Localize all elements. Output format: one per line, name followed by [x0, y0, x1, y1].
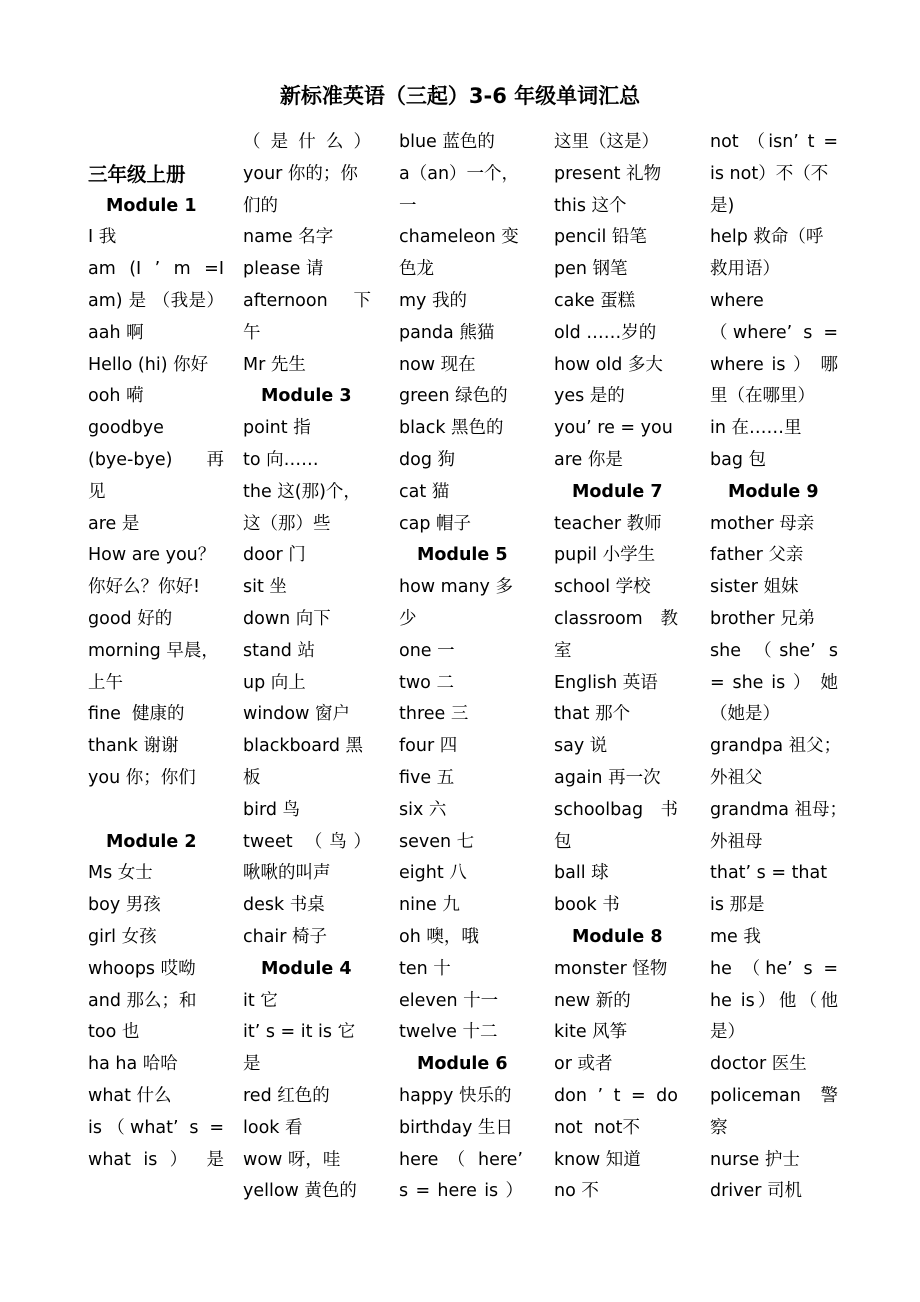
vocab-line: six 六 [399, 799, 447, 820]
vocab-line: （ 是 什 么 ） [243, 132, 371, 152]
vocab-line: panda 熊猫 [399, 322, 495, 343]
vocab-line: blackboard 黑 [243, 736, 364, 757]
vocab-line: schoolbag 书 [554, 799, 678, 820]
module-heading: Module 6 [417, 1054, 508, 1075]
vocab-line: chair 椅子 [243, 926, 328, 947]
vocab-line: you 你；你们 [88, 767, 196, 788]
word-column-2 [243, 127, 371, 1208]
vocab-line: too 也 [88, 1022, 140, 1043]
vocab-line: monster 怪物 [554, 958, 668, 979]
vocab-line: sister 姐妹 [710, 577, 799, 598]
vocab-line: five 五 [399, 767, 455, 788]
vocab-line: Ms 女士 [88, 863, 153, 884]
vocab-line: your 你的；你 [243, 163, 358, 184]
vocab-line: teacher 教师 [554, 513, 662, 534]
vocab-line: one 一 [399, 640, 455, 661]
module-heading: Module 7 [572, 481, 663, 502]
vocab-line: is（what’ s = [88, 1117, 224, 1138]
vocab-line: that’ s = that [710, 863, 828, 884]
vocab-line: 外祖母 [710, 831, 763, 852]
module-heading: Module 8 [572, 926, 663, 947]
vocab-line: happy 快乐的 [399, 1085, 512, 1106]
vocab-line: doctor 医生 [710, 1054, 807, 1075]
vocab-line: 们的 [243, 195, 278, 216]
vocab-line: book 书 [554, 895, 620, 916]
vocab-line: 见 [88, 481, 106, 502]
vocab-line: to 向…… [243, 449, 319, 470]
vocab-line: tweet （鸟） [243, 831, 371, 852]
vocab-line: （她是） [710, 704, 780, 725]
blank-line [88, 127, 224, 159]
vocab-line: point 指 [243, 418, 311, 439]
vocab-line: 这里（这是） [554, 132, 659, 152]
vocab-line: in 在……里 [710, 418, 802, 439]
vocab-line: mother 母亲 [710, 513, 815, 534]
vocab-line: afternoon 下 [243, 290, 371, 311]
vocab-line: grandpa 祖父； [710, 736, 842, 757]
vocab-line: or 或者 [554, 1054, 613, 1075]
vocab-line: red 红色的 [243, 1085, 330, 1106]
vocab-line: birthday 生日 [399, 1117, 513, 1138]
vocab-line: two 二 [399, 672, 454, 693]
vocab-line: thank 谢谢 [88, 736, 179, 757]
vocab-line: s = here is ） [399, 1181, 523, 1202]
vocab-line: 板 [243, 767, 261, 788]
vocab-line: and 那么；和 [88, 990, 197, 1011]
vocab-line: a（an）一个， [399, 163, 520, 184]
vocab-line: Mr 先生 [243, 354, 306, 375]
vocab-line: help 救命（呼 [710, 227, 824, 248]
page-title: 新标准英语（三起）3-6 年级单词汇总 [279, 84, 641, 108]
vocab-line: English 英语 [554, 672, 658, 693]
vocab-line: bag 包 [710, 449, 767, 470]
vocab-line: brother 兄弟 [710, 608, 816, 629]
vocab-line: what is ） 是 [88, 1149, 224, 1170]
vocab-line: cake 蛋糕 [554, 290, 636, 311]
vocab-line: my 我的 [399, 290, 467, 311]
vocab-line: twelve 十二 [399, 1022, 498, 1043]
vocab-line: ball 球 [554, 863, 609, 884]
vocab-line: know 知道 [554, 1149, 641, 1170]
vocab-line: again 再一次 [554, 767, 661, 788]
vocab-line: three 三 [399, 704, 469, 725]
vocab-line: 少 [399, 608, 417, 629]
vocab-line: old ……岁的 [554, 322, 657, 343]
word-column-4 [554, 127, 678, 1208]
vocab-line: seven 七 [399, 831, 475, 852]
vocab-line: 包 [554, 831, 572, 852]
vocab-line: (bye-bye) 再 [88, 449, 224, 470]
vocab-line: classroom 教 [554, 608, 678, 629]
module-heading: Module 1 [106, 195, 197, 216]
vocab-line: please 请 [243, 259, 324, 280]
vocab-line: desk 书桌 [243, 895, 325, 916]
vocab-line: morning 早晨， [88, 640, 219, 661]
vocab-line: eleven 十一 [399, 990, 499, 1011]
blank-line [88, 795, 224, 827]
vocab-line: boy 男孩 [88, 895, 161, 916]
vocab-line: 啾啾的叫声 [243, 863, 331, 884]
vocab-line: father 父亲 [710, 545, 804, 566]
vocab-line: 室 [554, 640, 572, 661]
vocab-line: green 绿色的 [399, 386, 508, 407]
vocab-line: kite 风筝 [554, 1022, 628, 1043]
vocab-line: 是) [710, 195, 735, 216]
vocab-line: I 我 [88, 227, 117, 248]
vocab-line: oh 噢，哦 [399, 926, 479, 947]
vocab-line: aah 啊 [88, 322, 144, 343]
vocab-line: Hello (hi) 你好 [88, 354, 209, 375]
vocab-line: ooh 嗬 [88, 386, 144, 407]
vocab-line: nine 九 [399, 895, 460, 916]
word-column-5 [710, 127, 848, 1208]
vocab-line: four 四 [399, 736, 458, 757]
vocab-line: 救用语） [710, 259, 780, 280]
module-heading: Module 3 [261, 386, 352, 407]
vocab-line: 外祖父 [710, 767, 763, 788]
vocab-line: where is ） 哪 [710, 354, 838, 375]
vocab-line: wow 呀，哇 [243, 1149, 341, 1170]
vocab-line: that 那个 [554, 704, 631, 725]
vocab-line: are 是 [88, 513, 140, 534]
vocab-line: blue 蓝色的 [399, 132, 495, 152]
vocab-line: eight 八 [399, 863, 467, 884]
vocab-line: don ’ t = do [554, 1085, 678, 1106]
vocab-line: pen 钢笔 [554, 259, 628, 280]
vocab-line: the 这(那)个， [243, 481, 361, 502]
vocab-line: here （ here’ [399, 1149, 523, 1170]
vocab-line: name 名字 [243, 227, 334, 248]
word-column-1 [88, 127, 224, 1176]
vocab-line: yellow 黄色的 [243, 1181, 357, 1202]
vocab-line: 这（那）些 [243, 513, 331, 534]
vocab-line: 色龙 [399, 259, 434, 280]
module-heading: Module 5 [417, 545, 508, 566]
vocab-line: how old 多大 [554, 354, 663, 375]
vocab-line: 你好么？你好! [88, 577, 201, 598]
vocab-line: 一 [399, 195, 417, 216]
vocab-line: now 现在 [399, 354, 476, 375]
vocab-line: is 那是 [710, 895, 765, 916]
module-heading: Module 4 [261, 958, 352, 979]
vocab-line: not not不 [554, 1117, 640, 1138]
vocab-line: school 学校 [554, 577, 651, 598]
vocab-line: not （isn’ t = [710, 132, 838, 152]
vocab-line: this 这个 [554, 195, 627, 216]
vocab-line: no 不 [554, 1181, 599, 1202]
vocab-line: good 好的 [88, 608, 173, 629]
vocab-line: he is）他（他 [710, 990, 838, 1011]
vocab-line: grandma 祖母； [710, 799, 848, 820]
vocab-line: ha ha 哈哈 [88, 1054, 178, 1075]
grade-heading: 三年级上册 [88, 162, 186, 186]
vocab-line: door 门 [243, 545, 306, 566]
vocab-line: sit 坐 [243, 577, 287, 598]
vocab-line: ten 十 [399, 958, 451, 979]
vocab-line: new 新的 [554, 990, 631, 1011]
vocab-line: bird 鸟 [243, 799, 301, 820]
vocab-line: am (I ’ m =I [88, 259, 224, 280]
vocab-line: driver 司机 [710, 1181, 803, 1202]
vocab-line: down 向下 [243, 608, 331, 629]
vocab-line: chameleon 变 [399, 227, 519, 248]
vocab-line: he （he’ s = [710, 958, 838, 979]
vocab-line: 是 [243, 1054, 261, 1075]
vocab-line: 上午 [88, 672, 123, 693]
vocab-line: where [710, 290, 764, 311]
vocab-line: present 礼物 [554, 163, 662, 184]
vocab-line: goodbye [88, 418, 164, 439]
vocab-line: yes 是的 [554, 386, 625, 407]
vocab-line: up 向上 [243, 672, 306, 693]
vocab-line: it’ s = it is 它 [243, 1022, 356, 1043]
word-column-3 [399, 127, 523, 1208]
vocab-line: me 我 [710, 926, 761, 947]
vocab-line: stand 站 [243, 640, 315, 661]
vocab-line: window 窗户 [243, 704, 350, 725]
vocab-line: cap 帽子 [399, 513, 472, 534]
vocab-line: she （she’ s [710, 640, 838, 661]
vocab-line: look 看 [243, 1117, 303, 1138]
vocab-line: you’ re = you [554, 418, 673, 439]
module-heading: Module 2 [106, 831, 197, 852]
vocab-line: pupil 小学生 [554, 545, 656, 566]
vocab-line: （where’ s = [710, 322, 838, 343]
vocab-line: how many 多 [399, 577, 513, 598]
vocab-line: cat 猫 [399, 481, 450, 502]
vocab-line: it 它 [243, 990, 278, 1011]
vocab-line: 午 [243, 322, 261, 343]
vocab-line: = she is ） 她 [710, 672, 838, 693]
vocab-line: are 你是 [554, 449, 623, 470]
vocab-line: dog 狗 [399, 449, 455, 470]
vocab-line: How are you？ [88, 545, 216, 566]
vocab-line: 是） [710, 1022, 745, 1043]
module-heading: Module 9 [728, 481, 819, 502]
vocab-line: pencil 铅笔 [554, 227, 647, 248]
vocab-line: girl 女孩 [88, 926, 157, 947]
vocab-line: black 黑色的 [399, 418, 504, 439]
vocab-line: is not）不（不 [710, 163, 829, 184]
vocab-line: whoops 哎呦 [88, 958, 196, 979]
vocab-line: 察 [710, 1117, 728, 1138]
vocab-line: fine 健康的 [88, 704, 185, 725]
vocab-line: policeman 警 [710, 1085, 838, 1106]
vocab-line: am) 是 （我是） [88, 290, 224, 311]
vocab-line: say 说 [554, 736, 608, 757]
vocab-line: what 什么 [88, 1085, 172, 1106]
vocab-line: nurse 护士 [710, 1149, 800, 1170]
vocab-line: 里（在哪里） [710, 386, 815, 407]
